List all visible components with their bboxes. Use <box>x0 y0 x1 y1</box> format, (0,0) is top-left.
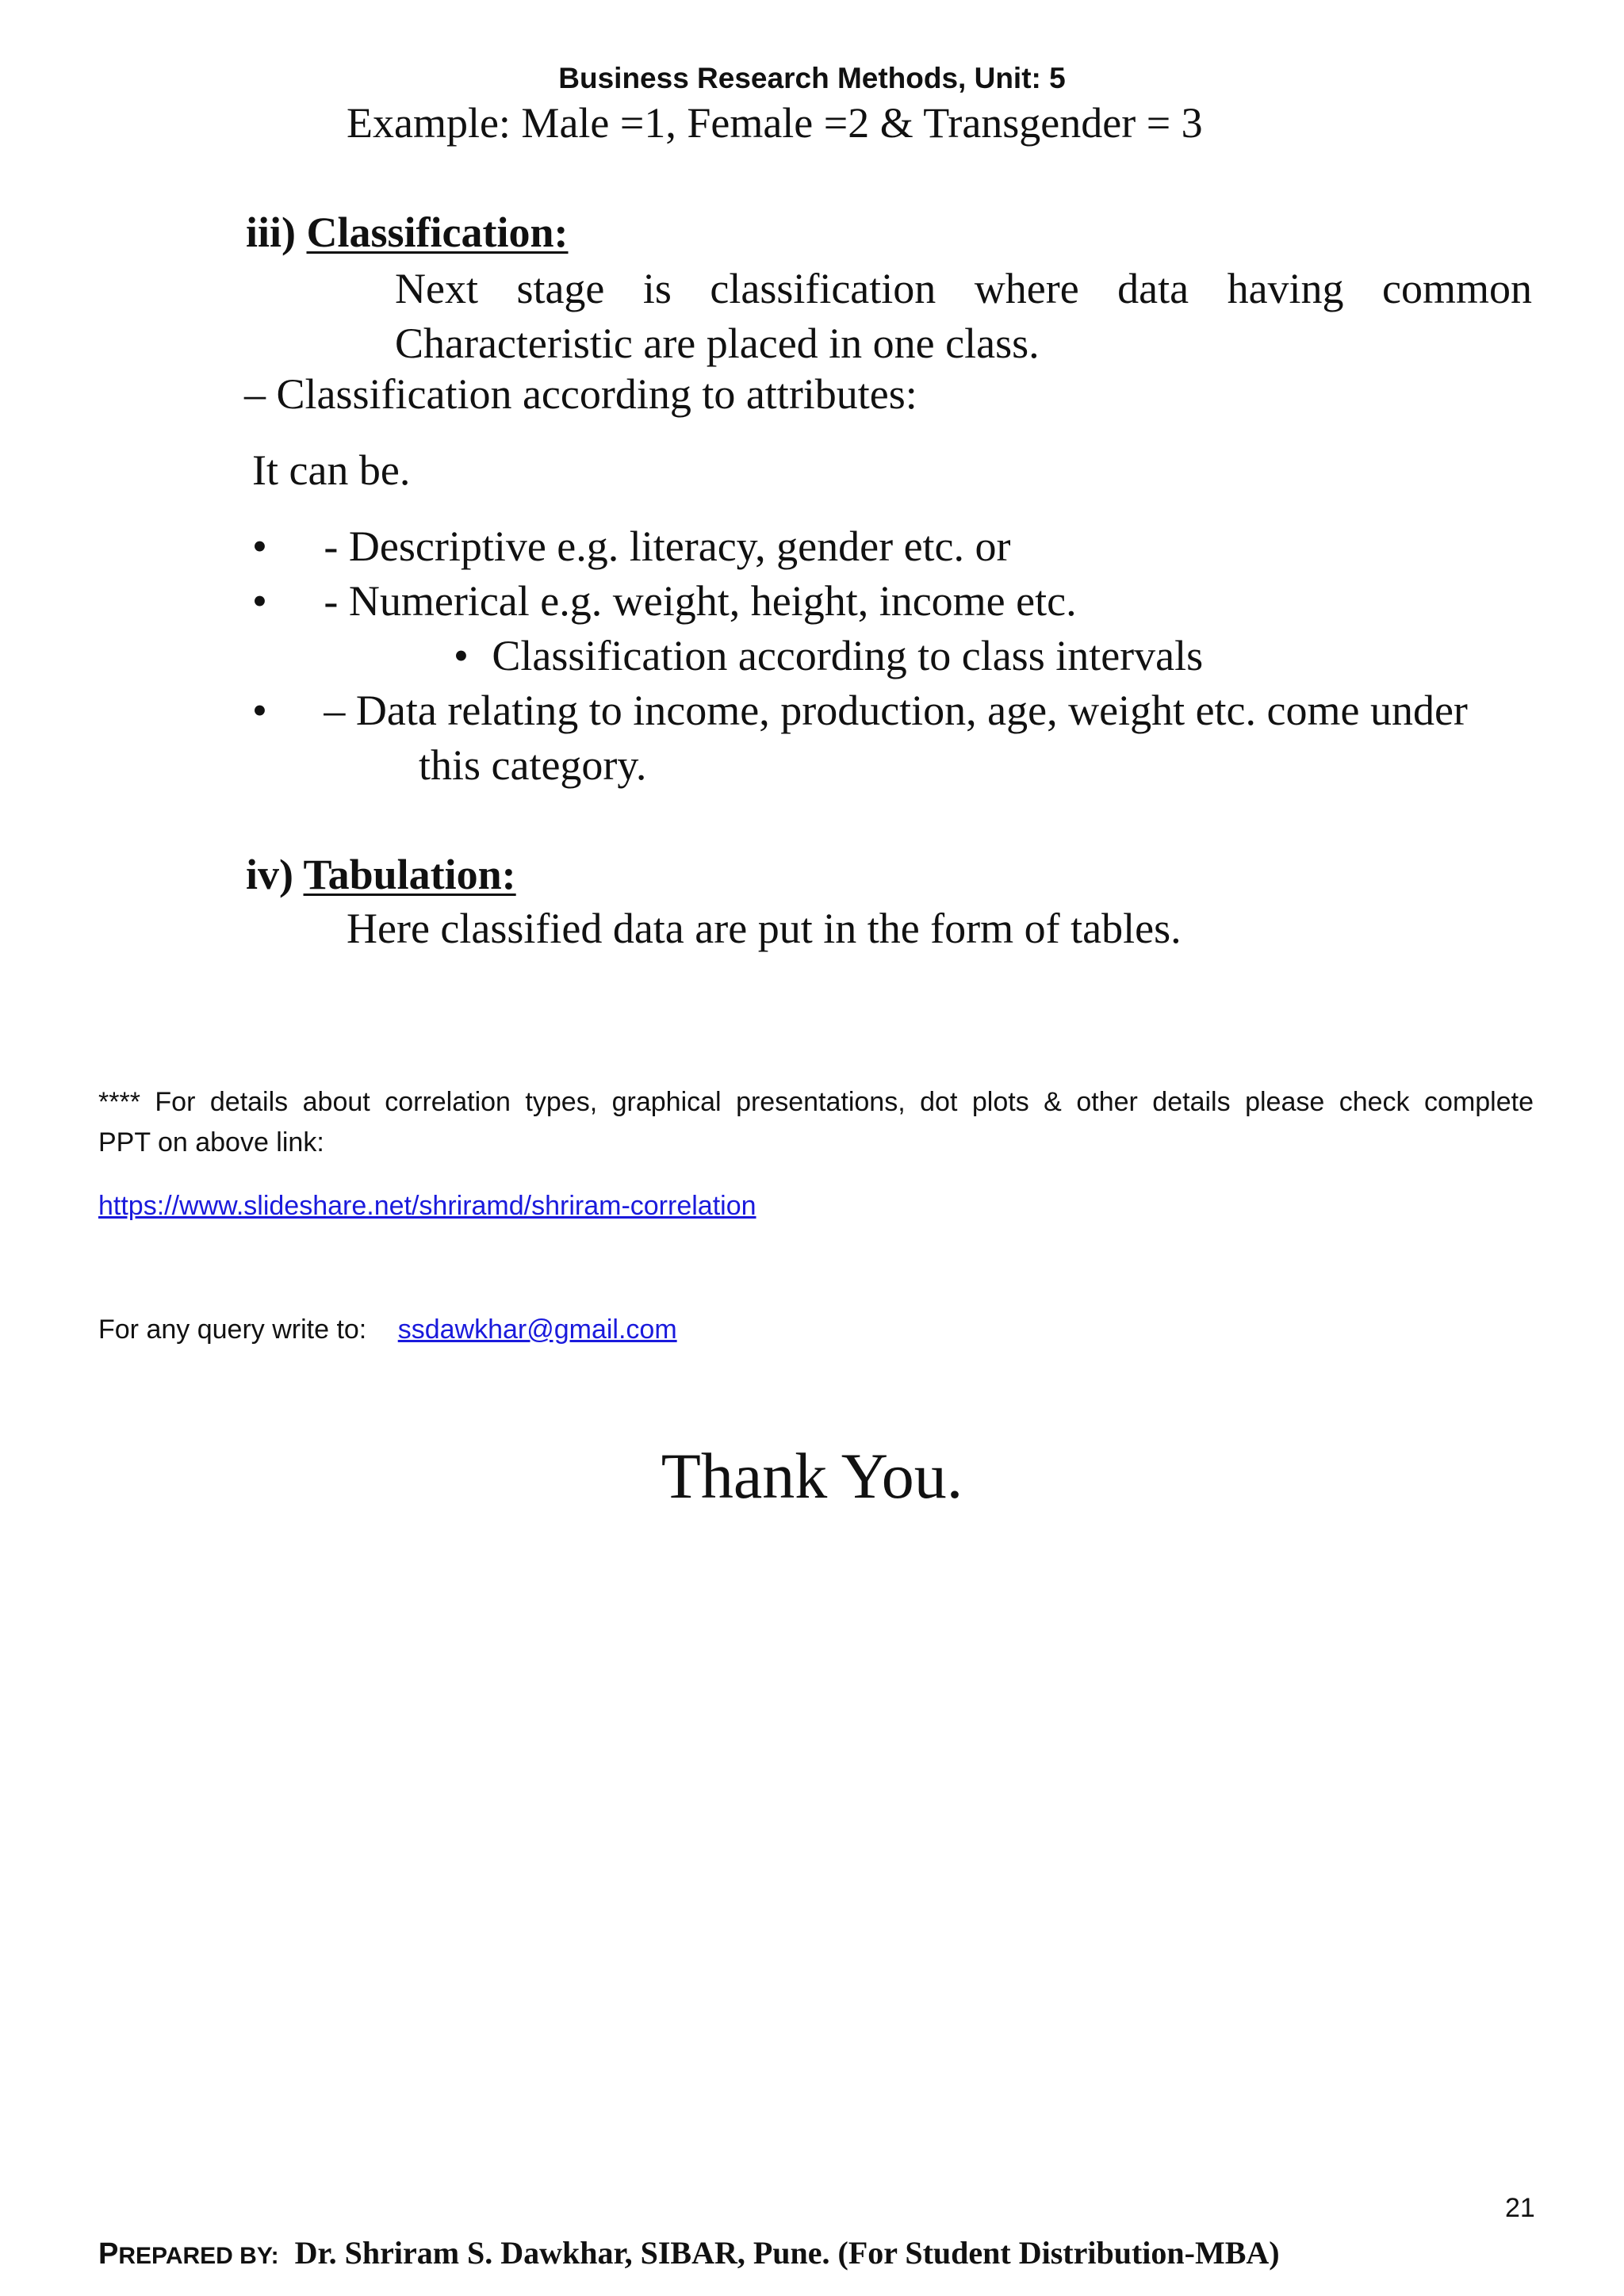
classification-para-line-1: Next stage is classification where data having common <box>395 265 1532 312</box>
bullet-text: Classification according to class intervals <box>492 632 1204 679</box>
example-line: Example: Male =1, Female =2 & Transgender = 3 <box>347 99 1203 147</box>
bullet-marker: • <box>252 577 267 625</box>
bullet-item-descriptive <box>252 522 1011 571</box>
classification-title: Classification: <box>306 209 569 256</box>
classification-para-line-2: Characteristic are placed in one class. <box>395 320 1040 367</box>
query-label: For any query write to: <box>98 1314 367 1345</box>
tabulation-paragraph: Here classified data are put in the form of tables. <box>347 905 1182 952</box>
bullet-item-numerical <box>252 576 1077 626</box>
bullet-item-class-intervals <box>454 631 1203 680</box>
classification-number: iii) <box>246 209 296 256</box>
classification-heading <box>246 208 569 257</box>
attributes-line: – Classification according to attributes: <box>244 370 917 418</box>
bullet-item-continuation: this category. <box>419 741 647 789</box>
bullet-marker: • <box>252 687 267 734</box>
footer-author-text: Dr. Shriram S. Dawkhar, SIBAR, Pune. (For Student Distribution-MBA) <box>294 2235 1280 2271</box>
running-header: Business Research Methods, Unit: 5 <box>558 62 1066 94</box>
details-note-line-1: **** For details about correlation types, graphical presentations, dot plots & other details please check complete <box>98 1087 1534 1117</box>
footer-label <box>98 2237 279 2271</box>
query-line <box>98 1314 677 1345</box>
bullet-text: - Numerical e.g. weight, height, income etc. <box>324 577 1077 625</box>
bullet-item-data-relating <box>252 686 1468 735</box>
thank-you-text: Thank You. <box>661 1440 963 1512</box>
ppt-link[interactable]: https://www.slideshare.net/shriramd/shriram-correlation <box>98 1191 756 1221</box>
page-number: 21 <box>1505 2193 1535 2223</box>
tabulation-title: Tabulation: <box>303 851 516 898</box>
details-note-line-2: PPT on above link: <box>98 1127 324 1158</box>
footer <box>98 2234 1280 2271</box>
details-note <box>98 1082 1534 1163</box>
bullet-marker: • <box>252 522 267 570</box>
classification-paragraph <box>395 262 1532 371</box>
tabulation-number: iv) <box>246 851 293 898</box>
it-can-be-line: It can be. <box>252 446 411 494</box>
bullet-marker: • <box>454 632 469 679</box>
tabulation-heading <box>246 850 516 899</box>
footer-label-rest: REPARED BY: <box>118 2243 279 2269</box>
query-email-link[interactable]: ssdawkhar@gmail.com <box>397 1314 677 1345</box>
bullet-text: – Data relating to income, production, age, weight etc. come under <box>324 687 1468 734</box>
footer-label-initial: P <box>98 2237 119 2271</box>
bullet-text: - Descriptive e.g. literacy, gender etc. or <box>324 522 1011 570</box>
